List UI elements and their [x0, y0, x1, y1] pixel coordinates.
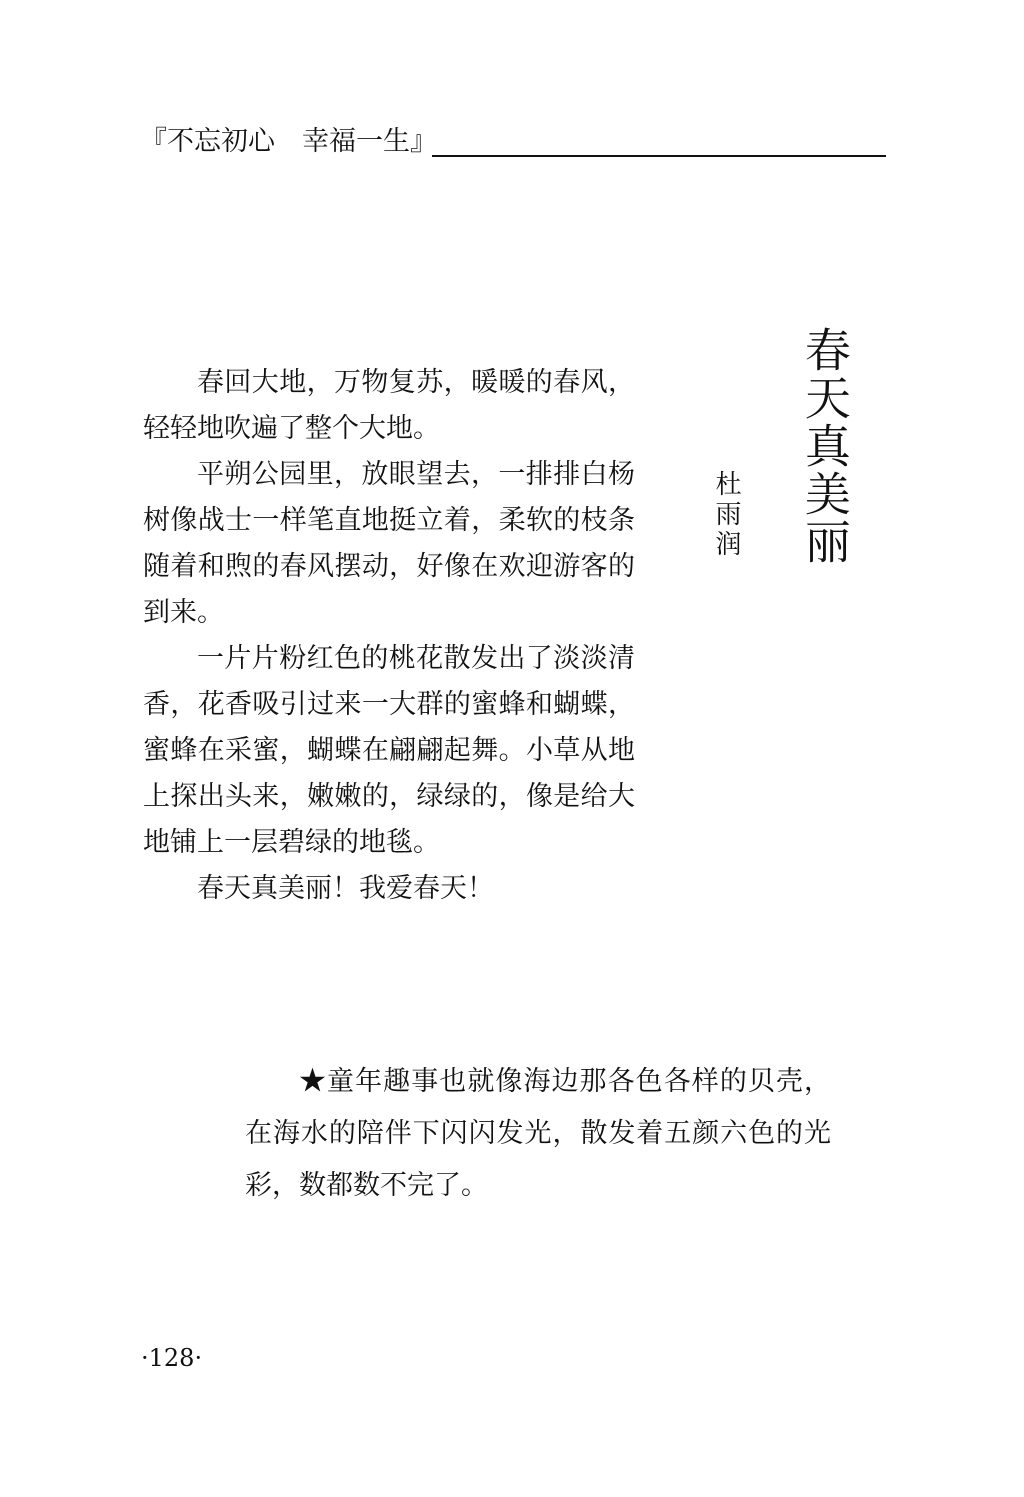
- paragraph-3: 一片片粉红色的桃花散发出了淡淡清香，花香吸引过来一大群的蜜蜂和蝴蝶，蜜蜂在采蜜，蝴蝶在翩翩起舞。小草从地上探出头来，嫩嫩的，绿绿的，像是给大地铺上一层碧绿的地毯。: [143, 643, 635, 858]
- page-number: ·128·: [141, 1344, 203, 1372]
- author-name: 杜雨润: [711, 470, 741, 560]
- note-text: ★童年趣事也就像海边那各色各样的贝壳，在海水的陪伴下闪闪发光，散发着五颜六色的光彩，数都数不完了。: [245, 1066, 831, 1201]
- editor-note: [245, 1056, 831, 1212]
- running-header: [140, 124, 886, 160]
- header-rule: [432, 155, 886, 157]
- header-title: 『不忘初心 幸福一生』: [140, 126, 437, 157]
- article-title: 春天真美丽: [797, 326, 852, 566]
- paragraph-1: 春回大地，万物复苏，暖暖的春风，轻轻地吹遍了整个大地。: [143, 367, 635, 444]
- article-body: [143, 360, 635, 912]
- paragraph-2: 平朔公园里，放眼望去，一排排白杨树像战士一样笔直地挺立着，柔软的枝条随着和煦的春风摆动，好像在欢迎游客的到来。: [143, 459, 635, 628]
- paragraph-4: 春天真美丽！我爱春天！: [197, 873, 494, 904]
